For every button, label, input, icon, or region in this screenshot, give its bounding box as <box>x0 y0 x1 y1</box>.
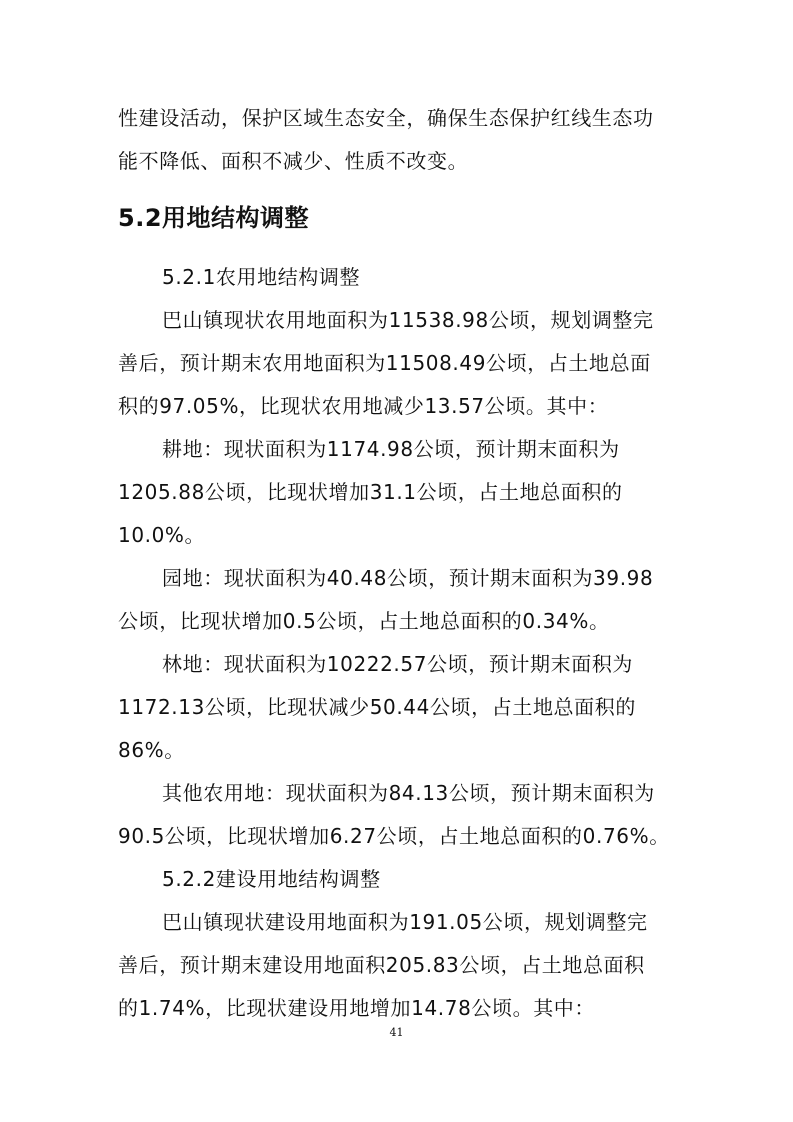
body-text-line: 园地：现状面积为40.48公顷，预计期末面积为39.98 <box>162 566 654 590</box>
section-heading: 5.2用地结构调整 <box>118 204 310 232</box>
body-text-line: 1205.88公顷，比现状增加31.1公顷，占土地总面积的 <box>118 480 623 504</box>
body-text-line: 其他农用地：现状面积为84.13公顷，预计期末面积为 <box>162 781 655 805</box>
body-text-line: 善后，预计期末建设用地面积205.83公顷，占土地总面积 <box>118 953 645 977</box>
body-text-line: 10.0%。 <box>118 523 206 547</box>
body-text-line: 善后，预计期末农用地面积为11508.49公顷，占土地总面 <box>118 351 651 375</box>
body-text-line: 耕地：现状面积为1174.98公顷，预计期末面积为 <box>162 437 620 461</box>
subsection-heading: 5.2.2建设用地结构调整 <box>162 867 381 891</box>
body-text-line: 86%。 <box>118 738 185 762</box>
subsection-heading: 5.2.1农用地结构调整 <box>162 265 361 289</box>
body-text-line: 90.5公顷，比现状增加6.27公顷，占土地总面积的0.76%。 <box>118 824 670 848</box>
body-text-line: 的1.74%，比现状建设用地增加14.78公顷。其中： <box>118 996 595 1020</box>
body-text-line: 巴山镇现状建设用地面积为191.05公顷，规划调整完 <box>162 910 648 934</box>
body-text-line: 林地：现状面积为10222.57公顷，预计期末面积为 <box>162 652 634 676</box>
body-text-line: 能不降低、面积不减少、性质不改变。 <box>118 149 469 173</box>
body-text-line: 性建设活动，保护区域生态安全，确保生态保护红线生态功 <box>118 106 654 130</box>
body-text-line: 巴山镇现状农用地面积为11538.98公顷，规划调整完 <box>162 308 654 332</box>
body-text-line: 积的97.05%，比现状农用地减少13.57公顷。其中： <box>118 394 609 418</box>
body-text-line: 公顷，比现状增加0.5公顷，占土地总面积的0.34%。 <box>118 609 610 633</box>
page-number: 41 <box>389 1026 404 1039</box>
body-text-line: 1172.13公顷，比现状减少50.44公顷，占土地总面积的 <box>118 695 636 719</box>
